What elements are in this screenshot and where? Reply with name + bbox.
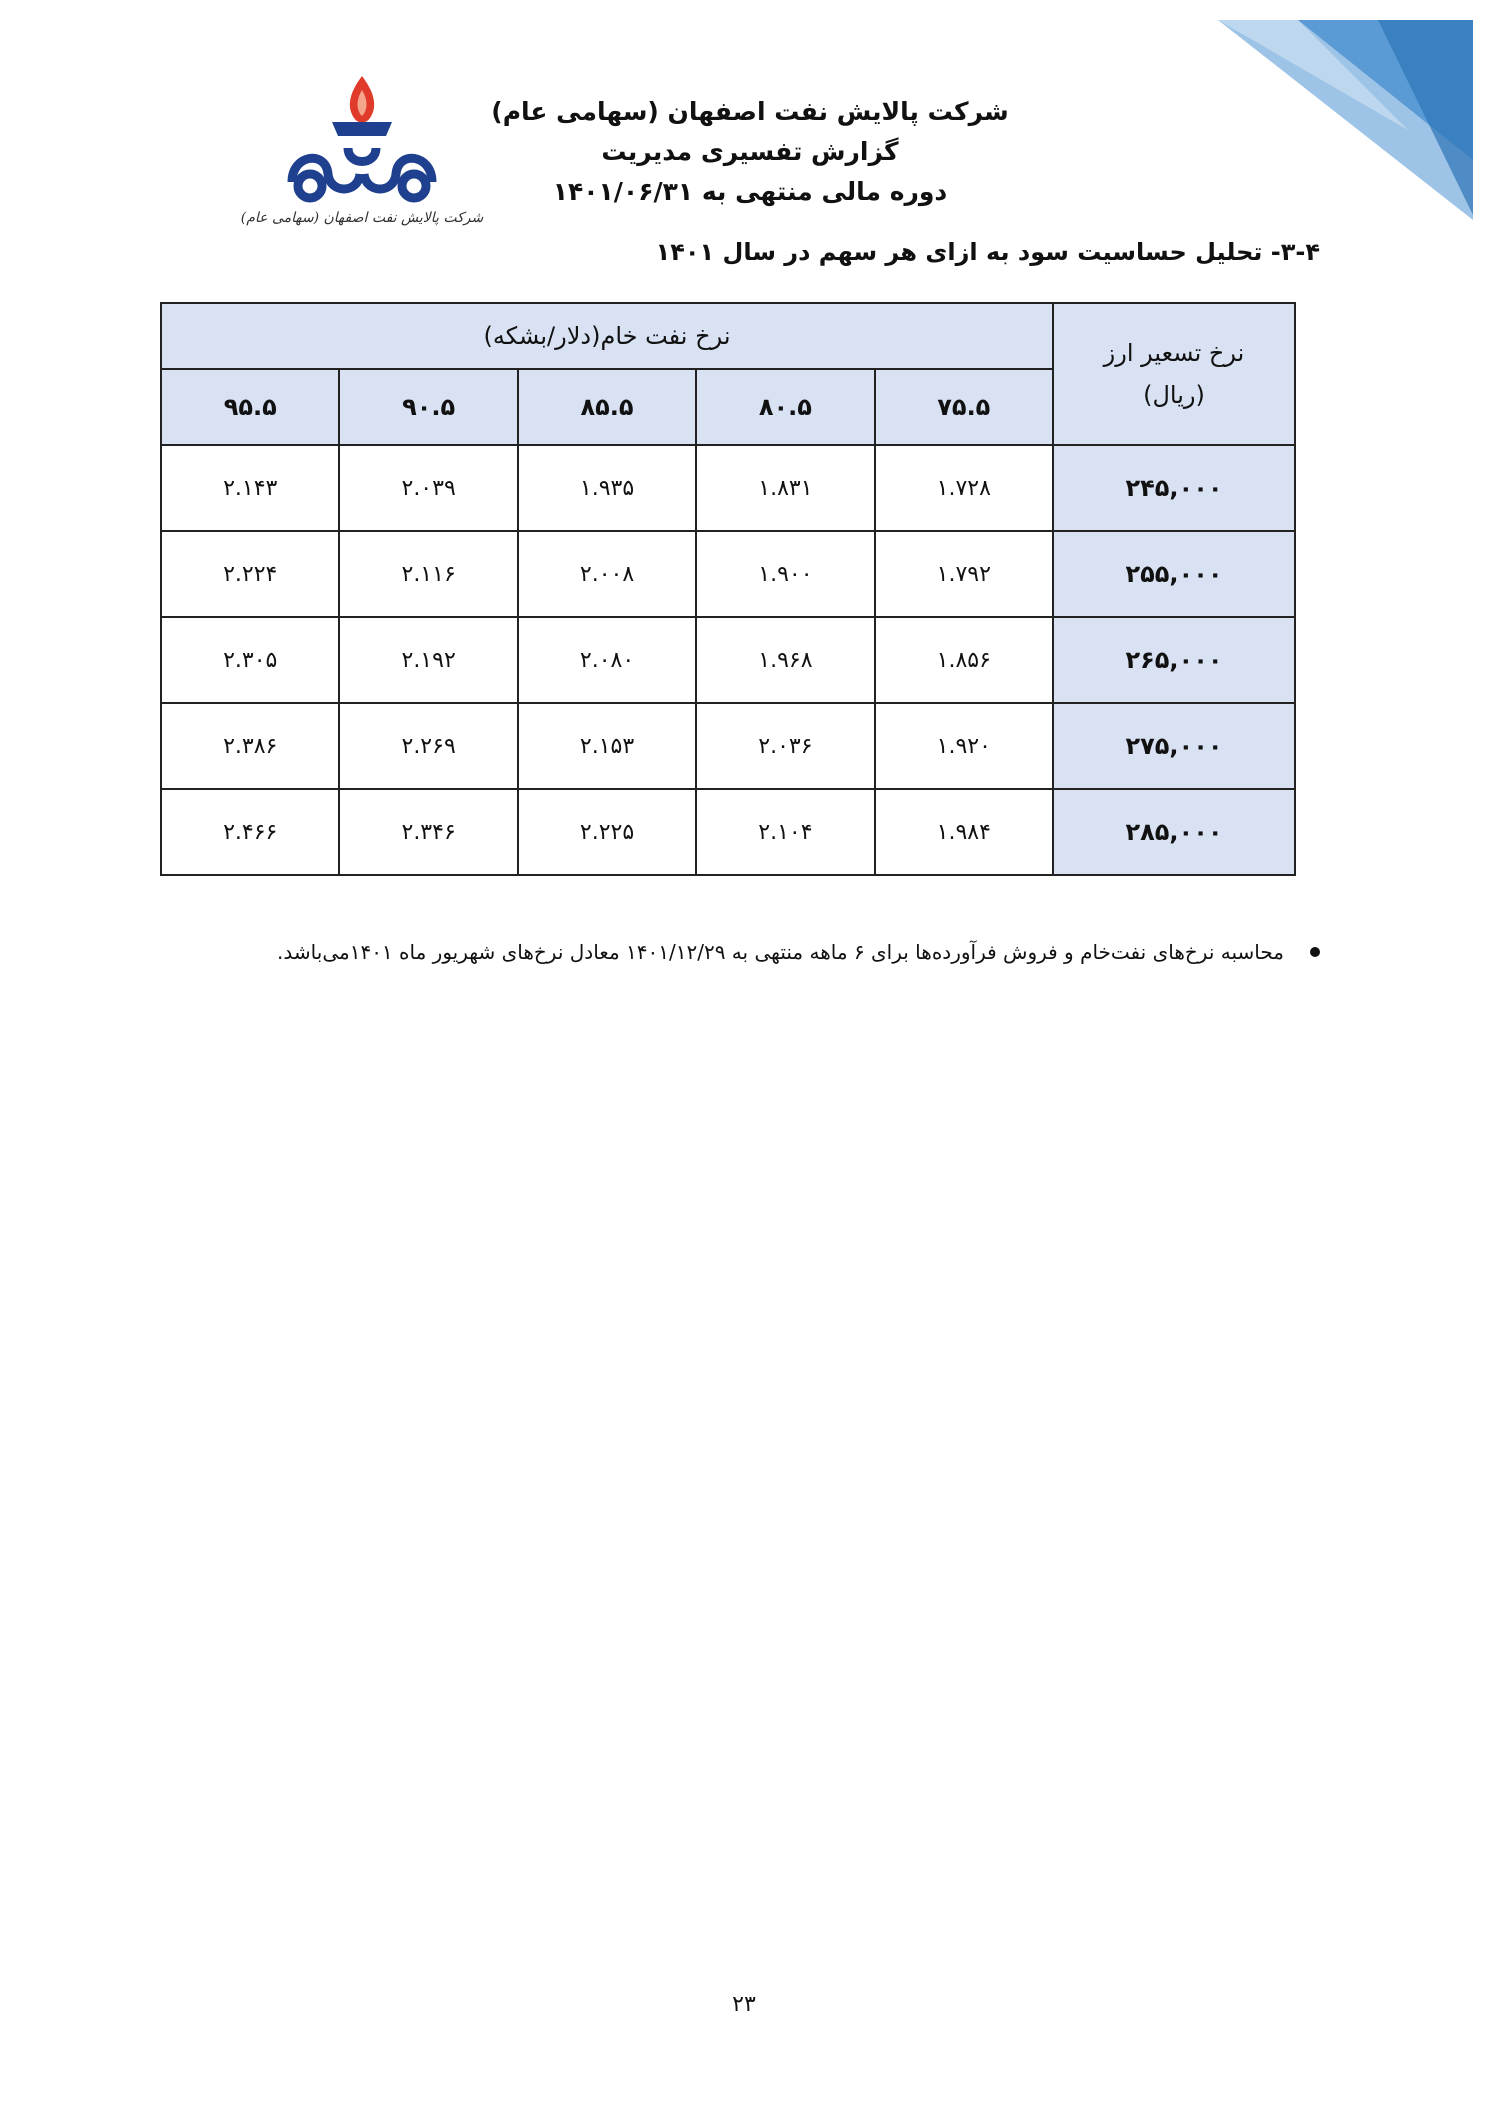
eps-cell: ۲.۲۲۴	[161, 531, 339, 617]
footnote-text: محاسبه نرخ‌های نفت‌خام و فروش فرآورده‌ها برای ۶ ماهه منتهی به ۱۴۰۱/۱۲/۲۹ معادل نرخ‌های شهریور ماه ۱۴۰۱می‌باشد.	[277, 940, 1284, 964]
corner-decoration	[1178, 0, 1488, 240]
eps-cell: ۱.۹۸۴	[875, 789, 1053, 875]
table-row	[161, 531, 1295, 617]
fx-rate-cell: ۲۶۵,۰۰۰	[1053, 617, 1295, 703]
eps-cell: ۲.۰۳۶	[696, 703, 874, 789]
fx-rate-cell: ۲۷۵,۰۰۰	[1053, 703, 1295, 789]
eps-cell: ۱.۸۵۶	[875, 617, 1053, 703]
fx-rate-header-line1: نرخ تسعیر ارز	[1103, 339, 1245, 367]
fx-rate-header-unit: (ریال)	[1143, 381, 1205, 409]
company-logo	[240, 70, 484, 230]
table-row	[161, 617, 1295, 703]
table-row	[161, 789, 1295, 875]
crude-price-col: ۹۵.۵	[161, 369, 339, 445]
crude-price-header: نرخ نفت خام(دلار/بشکه)	[161, 303, 1053, 369]
crude-price-col: ۸۰.۵	[696, 369, 874, 445]
fx-rate-cell: ۲۵۵,۰۰۰	[1053, 531, 1295, 617]
eps-cell: ۲.۲۶۹	[339, 703, 517, 789]
bullet-icon	[1310, 947, 1320, 957]
eps-cell: ۱.۸۳۱	[696, 445, 874, 531]
table-row	[161, 445, 1295, 531]
eps-cell: ۲.۳۰۵	[161, 617, 339, 703]
crude-price-col: ۸۵.۵	[518, 369, 696, 445]
logo-caption: شرکت پالایش نفت اصفهان (سهامی عام)	[240, 210, 484, 226]
eps-cell: ۲.۱۹۲	[339, 617, 517, 703]
page-number: ۲۳	[732, 1992, 756, 2017]
eps-cell: ۱.۹۲۰	[875, 703, 1053, 789]
footnote	[180, 940, 1320, 964]
eps-cell: ۲.۱۱۶	[339, 531, 517, 617]
fx-rate-cell: ۲۴۵,۰۰۰	[1053, 445, 1295, 531]
eps-cell: ۱.۹۰۰	[696, 531, 874, 617]
fx-rate-header	[1053, 303, 1295, 445]
sensitivity-table	[160, 302, 1296, 876]
eps-cell: ۲.۰۰۸	[518, 531, 696, 617]
eps-cell: ۲.۱۰۴	[696, 789, 874, 875]
fx-rate-cell: ۲۸۵,۰۰۰	[1053, 789, 1295, 875]
eps-cell: ۲.۳۸۶	[161, 703, 339, 789]
table-row	[161, 703, 1295, 789]
section-title: ۳-۴- تحلیل حساسیت سود به ازای هر سهم در سال ۱۴۰۱	[655, 238, 1320, 266]
eps-cell: ۲.۱۵۳	[518, 703, 696, 789]
eps-cell: ۲.۲۲۵	[518, 789, 696, 875]
eps-cell: ۲.۰۳۹	[339, 445, 517, 531]
report-header	[440, 92, 1060, 212]
eps-cell: ۱.۹۶۸	[696, 617, 874, 703]
eps-cell: ۲.۱۴۳	[161, 445, 339, 531]
report-title: گزارش تفسیری مدیریت	[601, 137, 899, 166]
eps-cell: ۲.۴۶۶	[161, 789, 339, 875]
eps-cell: ۲.۳۴۶	[339, 789, 517, 875]
eps-cell: ۱.۹۳۵	[518, 445, 696, 531]
crude-price-col: ۹۰.۵	[339, 369, 517, 445]
company-name: شرکت پالایش نفت اصفهان (سهامی عام)	[491, 97, 1009, 126]
crude-price-col: ۷۵.۵	[875, 369, 1053, 445]
eps-cell: ۱.۷۲۸	[875, 445, 1053, 531]
eps-cell: ۲.۰۸۰	[518, 617, 696, 703]
report-period: دوره مالی منتهی به ۱۴۰۱/۰۶/۳۱	[552, 177, 948, 206]
eps-cell: ۱.۷۹۲	[875, 531, 1053, 617]
